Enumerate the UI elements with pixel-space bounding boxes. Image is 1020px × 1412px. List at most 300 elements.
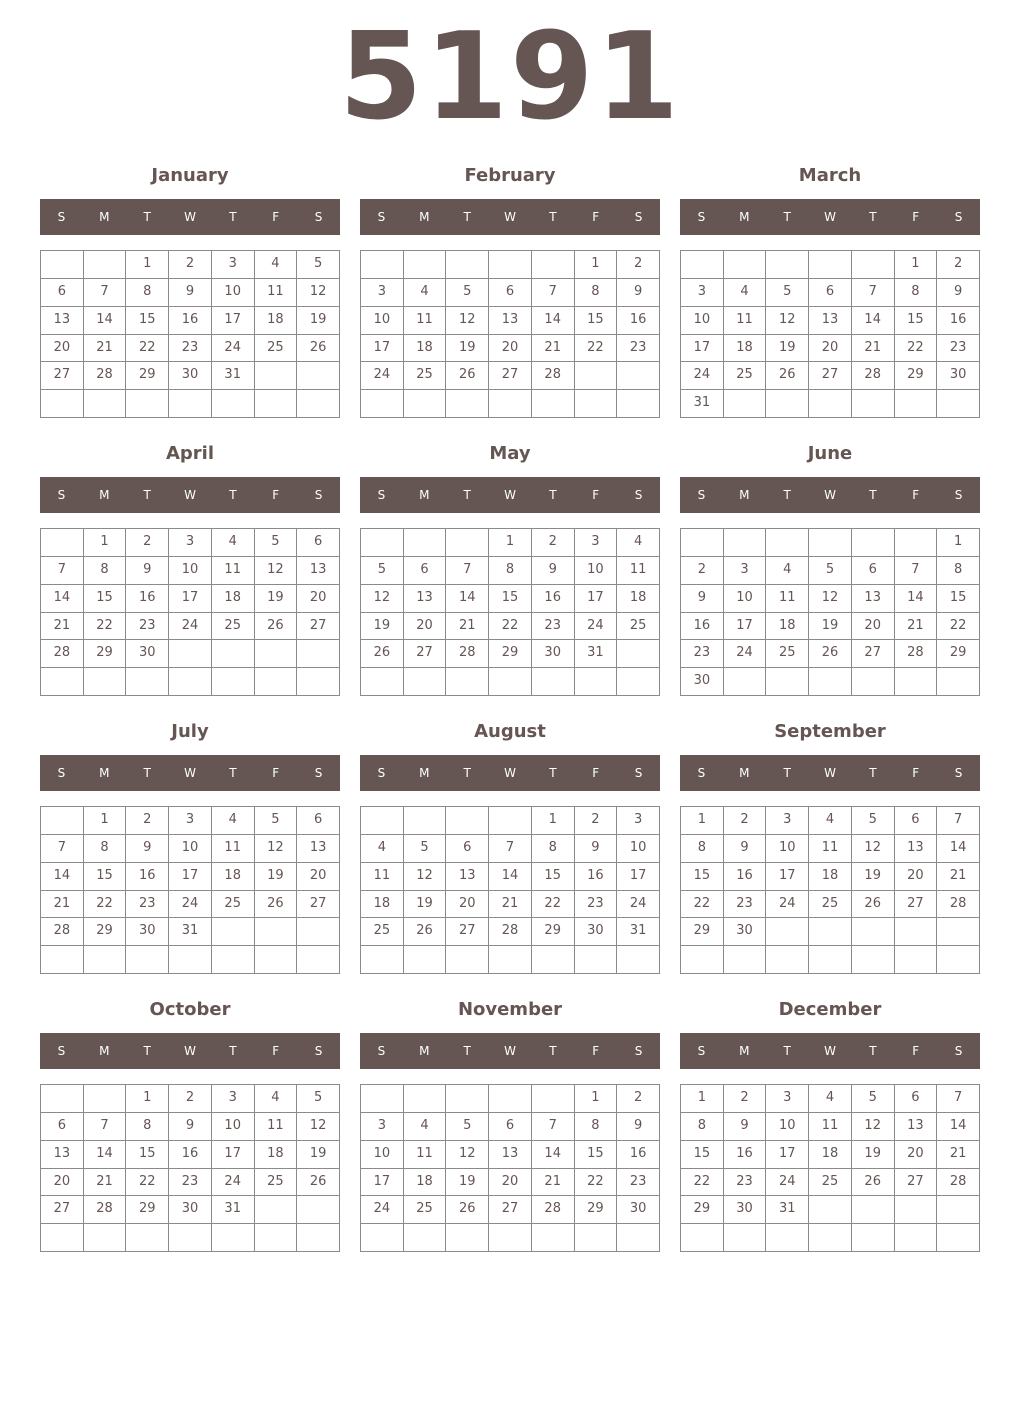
weekday-label: F [912, 210, 920, 224]
day-cell: 6 [809, 279, 852, 307]
day-cell: 18 [809, 863, 852, 891]
day-cell: 31 [169, 918, 212, 946]
empty-cell [532, 946, 575, 974]
day-cell: 27 [809, 362, 852, 390]
day-grid [360, 806, 660, 974]
day-cell: 17 [681, 335, 724, 363]
weekday-label: S [697, 210, 706, 224]
day-cell: 20 [489, 335, 532, 363]
day-cell: 20 [489, 1169, 532, 1197]
empty-cell [937, 1196, 980, 1224]
weekday-label: F [272, 1044, 280, 1058]
weekday-label: F [912, 1044, 920, 1058]
day-cell: 10 [575, 557, 618, 585]
day-cell: 25 [212, 613, 255, 641]
day-cell: 4 [255, 251, 298, 279]
weekday-label: T [143, 488, 151, 502]
empty-cell [297, 1224, 340, 1252]
empty-cell [446, 390, 489, 418]
day-cell: 3 [169, 807, 212, 835]
empty-cell [575, 946, 618, 974]
day-cell: 18 [404, 1169, 447, 1197]
day-cell: 21 [446, 613, 489, 641]
day-cell: 14 [937, 835, 980, 863]
empty-cell [446, 668, 489, 696]
day-cell: 7 [446, 557, 489, 585]
day-cell: 23 [126, 891, 169, 919]
day-cell: 29 [937, 640, 980, 668]
day-cell: 25 [404, 1196, 447, 1224]
weekday-label: S [57, 766, 66, 780]
day-cell: 7 [895, 557, 938, 585]
day-cell: 29 [126, 1196, 169, 1224]
weekday-label: M [99, 1044, 110, 1058]
day-cell: 26 [852, 891, 895, 919]
weekday-label: F [592, 766, 600, 780]
day-cell: 28 [937, 891, 980, 919]
empty-cell [126, 946, 169, 974]
day-cell: 21 [489, 891, 532, 919]
weekday-label: M [419, 488, 430, 502]
weekday-label: W [824, 210, 836, 224]
weekday-label: S [57, 1044, 66, 1058]
day-cell: 4 [255, 1085, 298, 1113]
empty-cell [404, 529, 447, 557]
day-cell: 11 [404, 307, 447, 335]
empty-cell [937, 668, 980, 696]
day-cell: 20 [41, 1169, 84, 1197]
day-cell: 14 [446, 585, 489, 613]
weekday-label: T [783, 766, 791, 780]
day-cell: 8 [84, 835, 127, 863]
day-cell: 2 [126, 529, 169, 557]
empty-cell [361, 1085, 404, 1113]
weekday-header [40, 199, 340, 235]
day-cell: 22 [532, 891, 575, 919]
day-cell: 4 [617, 529, 660, 557]
empty-cell [404, 251, 447, 279]
day-cell: 24 [361, 1196, 404, 1224]
day-cell: 7 [84, 1113, 127, 1141]
day-cell: 2 [937, 251, 980, 279]
day-cell: 24 [766, 891, 809, 919]
empty-cell [809, 529, 852, 557]
empty-cell [446, 251, 489, 279]
day-cell: 14 [532, 1141, 575, 1169]
day-cell: 1 [532, 807, 575, 835]
year-title: 5191 [339, 8, 681, 147]
day-cell: 17 [169, 585, 212, 613]
empty-cell [724, 946, 767, 974]
weekday-header [40, 755, 340, 791]
day-cell: 28 [446, 640, 489, 668]
day-cell: 21 [895, 613, 938, 641]
day-cell: 11 [255, 1113, 298, 1141]
day-cell: 8 [575, 1113, 618, 1141]
empty-cell [255, 1224, 298, 1252]
day-cell: 25 [404, 362, 447, 390]
day-cell: 22 [937, 613, 980, 641]
empty-cell [617, 946, 660, 974]
empty-cell [255, 390, 298, 418]
day-cell: 25 [255, 1169, 298, 1197]
day-cell: 2 [724, 1085, 767, 1113]
day-cell: 2 [617, 251, 660, 279]
day-cell: 12 [446, 1141, 489, 1169]
day-cell: 13 [404, 585, 447, 613]
day-cell: 9 [169, 279, 212, 307]
weekday-header [680, 755, 980, 791]
day-cell: 28 [84, 362, 127, 390]
day-cell: 25 [766, 640, 809, 668]
empty-cell [895, 918, 938, 946]
day-grid [40, 250, 340, 418]
weekday-label: F [592, 488, 600, 502]
weekday-label: S [954, 766, 963, 780]
empty-cell [852, 390, 895, 418]
empty-cell [724, 390, 767, 418]
day-cell: 12 [852, 835, 895, 863]
weekday-label: F [272, 766, 280, 780]
day-cell: 2 [681, 557, 724, 585]
empty-cell [297, 362, 340, 390]
empty-cell [809, 668, 852, 696]
empty-cell [895, 529, 938, 557]
day-cell: 17 [212, 307, 255, 335]
empty-cell [404, 946, 447, 974]
day-cell: 21 [41, 891, 84, 919]
weekday-label: T [463, 210, 471, 224]
day-cell: 25 [809, 891, 852, 919]
day-cell: 21 [84, 335, 127, 363]
day-cell: 4 [212, 529, 255, 557]
day-cell: 25 [724, 362, 767, 390]
day-cell: 8 [532, 835, 575, 863]
day-cell: 22 [489, 613, 532, 641]
day-cell: 12 [852, 1113, 895, 1141]
empty-cell [84, 668, 127, 696]
empty-cell [766, 529, 809, 557]
day-cell: 7 [937, 1085, 980, 1113]
day-cell: 6 [446, 835, 489, 863]
day-cell: 22 [126, 335, 169, 363]
weekday-label: S [634, 1044, 643, 1058]
day-cell: 26 [255, 891, 298, 919]
day-cell: 14 [489, 863, 532, 891]
day-cell: 23 [532, 613, 575, 641]
empty-cell [255, 946, 298, 974]
day-cell: 8 [575, 279, 618, 307]
day-cell: 27 [446, 918, 489, 946]
day-cell: 1 [681, 1085, 724, 1113]
day-cell: 3 [575, 529, 618, 557]
day-cell: 8 [126, 279, 169, 307]
weekday-label: W [184, 210, 196, 224]
day-cell: 9 [617, 1113, 660, 1141]
empty-cell [297, 1196, 340, 1224]
day-cell: 22 [126, 1169, 169, 1197]
day-cell: 13 [489, 307, 532, 335]
day-cell: 12 [766, 307, 809, 335]
day-cell: 18 [212, 863, 255, 891]
day-cell: 26 [404, 918, 447, 946]
day-cell: 4 [766, 557, 809, 585]
day-cell: 22 [681, 891, 724, 919]
day-cell: 28 [532, 1196, 575, 1224]
day-cell: 17 [361, 335, 404, 363]
empty-cell [617, 362, 660, 390]
weekday-label: S [954, 210, 963, 224]
day-cell: 8 [937, 557, 980, 585]
day-cell: 22 [895, 335, 938, 363]
weekday-label: T [783, 210, 791, 224]
day-cell: 5 [297, 251, 340, 279]
empty-cell [532, 668, 575, 696]
empty-cell [84, 946, 127, 974]
day-cell: 15 [681, 1141, 724, 1169]
day-cell: 23 [724, 1169, 767, 1197]
day-cell: 26 [297, 335, 340, 363]
day-cell: 9 [681, 585, 724, 613]
day-cell: 27 [852, 640, 895, 668]
day-cell: 3 [361, 279, 404, 307]
day-cell: 16 [681, 613, 724, 641]
empty-cell [532, 251, 575, 279]
day-cell: 13 [297, 557, 340, 585]
day-cell: 8 [681, 835, 724, 863]
day-cell: 10 [361, 307, 404, 335]
day-cell: 6 [41, 1113, 84, 1141]
month-title: November [457, 999, 563, 1020]
day-cell: 16 [617, 307, 660, 335]
weekday-label: M [739, 210, 750, 224]
empty-cell [766, 251, 809, 279]
day-cell: 29 [84, 640, 127, 668]
day-cell: 27 [895, 891, 938, 919]
day-cell: 25 [809, 1169, 852, 1197]
day-cell: 18 [809, 1141, 852, 1169]
day-cell: 31 [766, 1196, 809, 1224]
empty-cell [681, 946, 724, 974]
day-cell: 21 [84, 1169, 127, 1197]
day-cell: 9 [169, 1113, 212, 1141]
empty-cell [937, 946, 980, 974]
day-cell: 12 [297, 279, 340, 307]
day-cell: 14 [41, 863, 84, 891]
day-cell: 30 [724, 918, 767, 946]
empty-cell [84, 390, 127, 418]
day-cell: 16 [937, 307, 980, 335]
day-cell: 3 [766, 1085, 809, 1113]
weekday-header [360, 1033, 660, 1069]
day-cell: 29 [126, 362, 169, 390]
day-cell: 29 [895, 362, 938, 390]
day-cell: 19 [766, 335, 809, 363]
day-cell: 20 [297, 585, 340, 613]
empty-cell [809, 1224, 852, 1252]
weekday-label: T [463, 1044, 471, 1058]
day-cell: 16 [724, 863, 767, 891]
day-cell: 29 [489, 640, 532, 668]
day-grid [40, 806, 340, 974]
day-cell: 29 [575, 1196, 618, 1224]
empty-cell [169, 946, 212, 974]
day-cell: 11 [809, 1113, 852, 1141]
day-cell: 29 [532, 918, 575, 946]
weekday-label: S [314, 488, 323, 502]
empty-cell [489, 668, 532, 696]
empty-cell [681, 1224, 724, 1252]
day-cell: 26 [446, 1196, 489, 1224]
day-cell: 17 [617, 863, 660, 891]
day-cell: 1 [84, 529, 127, 557]
empty-cell [212, 918, 255, 946]
day-cell: 7 [532, 279, 575, 307]
day-cell: 15 [126, 307, 169, 335]
weekday-label: T [783, 488, 791, 502]
day-cell: 1 [126, 1085, 169, 1113]
weekday-label: W [504, 488, 516, 502]
empty-cell [766, 1224, 809, 1252]
empty-cell [84, 1224, 127, 1252]
day-cell: 10 [766, 835, 809, 863]
day-cell: 2 [532, 529, 575, 557]
empty-cell [852, 946, 895, 974]
empty-cell [617, 640, 660, 668]
day-cell: 19 [297, 1141, 340, 1169]
day-cell: 9 [126, 557, 169, 585]
empty-cell [297, 640, 340, 668]
day-cell: 7 [489, 835, 532, 863]
weekday-label: T [549, 488, 557, 502]
empty-cell [361, 390, 404, 418]
day-cell: 24 [169, 891, 212, 919]
day-cell: 11 [617, 557, 660, 585]
weekday-label: W [184, 1044, 196, 1058]
day-cell: 18 [361, 891, 404, 919]
day-cell: 27 [41, 362, 84, 390]
weekday-label: T [549, 210, 557, 224]
weekday-label: S [697, 1044, 706, 1058]
weekday-label: S [314, 766, 323, 780]
day-cell: 26 [297, 1169, 340, 1197]
weekday-label: T [783, 1044, 791, 1058]
day-cell: 3 [617, 807, 660, 835]
empty-cell [575, 1224, 618, 1252]
day-cell: 21 [532, 335, 575, 363]
day-cell: 28 [895, 640, 938, 668]
day-cell: 26 [255, 613, 298, 641]
day-cell: 8 [489, 557, 532, 585]
day-cell: 6 [404, 557, 447, 585]
day-cell: 11 [255, 279, 298, 307]
day-cell: 30 [126, 918, 169, 946]
weekday-header [40, 1033, 340, 1069]
day-cell: 31 [575, 640, 618, 668]
day-cell: 31 [681, 390, 724, 418]
day-cell: 11 [766, 585, 809, 613]
day-cell: 20 [297, 863, 340, 891]
weekday-header [680, 477, 980, 513]
day-cell: 7 [84, 279, 127, 307]
day-cell: 16 [169, 307, 212, 335]
day-cell: 14 [937, 1113, 980, 1141]
month-title: October [149, 999, 231, 1020]
weekday-label: W [504, 1044, 516, 1058]
empty-cell [297, 946, 340, 974]
day-cell: 4 [404, 1113, 447, 1141]
day-cell: 11 [212, 835, 255, 863]
empty-cell [361, 946, 404, 974]
day-cell: 4 [212, 807, 255, 835]
empty-cell [809, 390, 852, 418]
day-grid [360, 528, 660, 696]
day-cell: 3 [212, 251, 255, 279]
weekday-header [360, 477, 660, 513]
day-cell: 14 [532, 307, 575, 335]
empty-cell [575, 668, 618, 696]
day-grid [680, 528, 980, 696]
day-cell: 19 [361, 613, 404, 641]
day-cell: 10 [681, 307, 724, 335]
empty-cell [404, 1085, 447, 1113]
day-cell: 6 [297, 529, 340, 557]
empty-cell [895, 668, 938, 696]
weekday-label: S [634, 488, 643, 502]
day-cell: 21 [41, 613, 84, 641]
weekday-header [360, 199, 660, 235]
day-cell: 23 [937, 335, 980, 363]
day-cell: 27 [489, 362, 532, 390]
day-cell: 17 [766, 1141, 809, 1169]
day-cell: 12 [255, 557, 298, 585]
day-cell: 1 [937, 529, 980, 557]
empty-cell [575, 390, 618, 418]
day-cell: 21 [937, 863, 980, 891]
day-cell: 19 [809, 613, 852, 641]
day-cell: 6 [895, 807, 938, 835]
empty-cell [766, 946, 809, 974]
day-cell: 26 [809, 640, 852, 668]
day-cell: 10 [617, 835, 660, 863]
empty-cell [617, 668, 660, 696]
day-cell: 1 [681, 807, 724, 835]
weekday-label: S [377, 210, 386, 224]
empty-cell [41, 251, 84, 279]
day-cell: 1 [895, 251, 938, 279]
empty-cell [852, 251, 895, 279]
day-cell: 22 [681, 1169, 724, 1197]
day-cell: 17 [575, 585, 618, 613]
weekday-header [680, 199, 980, 235]
day-cell: 20 [446, 891, 489, 919]
weekday-label: M [99, 766, 110, 780]
day-cell: 11 [724, 307, 767, 335]
weekday-label: S [697, 488, 706, 502]
weekday-label: T [143, 766, 151, 780]
day-cell: 9 [575, 835, 618, 863]
day-cell: 22 [84, 613, 127, 641]
day-cell: 22 [575, 1169, 618, 1197]
day-cell: 28 [84, 1196, 127, 1224]
day-cell: 20 [895, 863, 938, 891]
day-cell: 7 [937, 807, 980, 835]
weekday-label: T [869, 488, 877, 502]
day-grid [680, 806, 980, 974]
day-cell: 2 [126, 807, 169, 835]
weekday-label: T [869, 1044, 877, 1058]
day-cell: 6 [297, 807, 340, 835]
